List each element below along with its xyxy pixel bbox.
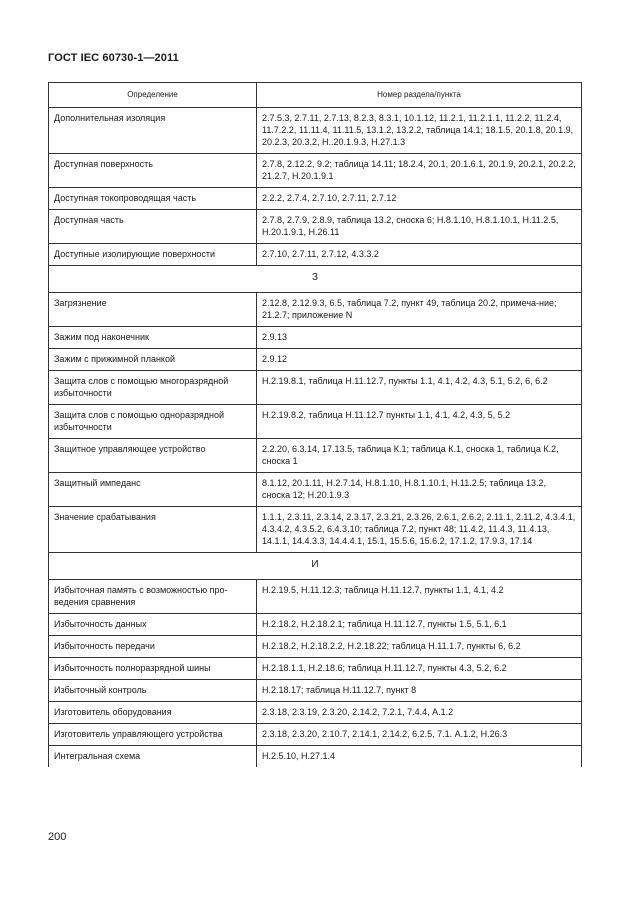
reference-cell: Н.2.18.1.1, Н.2.18.6; таблица Н.11.12.7, пункты 4.3, 5.2, 6.2 — [257, 658, 582, 680]
table-header-row — [49, 83, 582, 108]
term-cell: Загрязнение — [49, 293, 257, 327]
term-cell: Доступные изолирующие поверхности — [49, 244, 257, 266]
table-row — [49, 108, 582, 154]
table-row — [49, 349, 582, 371]
term-cell: Защитный импеданс — [49, 473, 257, 507]
reference-cell: Н.2.18.2, Н.2.18.2.1; таблица Н.11.12.7, пункты 1.5, 5.1, 6.1 — [257, 614, 582, 636]
table-row — [49, 507, 582, 553]
column-header-definition: Определение — [49, 83, 257, 108]
reference-cell: 2.9.13 — [257, 327, 582, 349]
reference-cell: 8.1.12, 20.1.11, Н.2.7.14, Н.8.1.10, Н.8.1.10.1, Н.11.2.5; таблица 13.2, сноска 12; Н.20.1.9.3 — [257, 473, 582, 507]
term-cell: Доступная поверхность — [49, 154, 257, 188]
table-row — [49, 210, 582, 244]
term-cell: Защита слов с помощью многоразрядной избыточности — [49, 371, 257, 405]
term-cell: Доступная часть — [49, 210, 257, 244]
term-cell: Избыточность полноразрядной шины — [49, 658, 257, 680]
reference-cell: 2.3.18, 2.3.20, 2.10.7, 2.14.1, 2.14.2, 6.2.5, 7.1. А.1.2, Н.26.3 — [257, 724, 582, 746]
table-row — [49, 680, 582, 702]
term-cell: Избыточность передачи — [49, 636, 257, 658]
table-row — [49, 473, 582, 507]
reference-cell: Н.2.18.17; таблица Н.11.12.7, пункт 8 — [257, 680, 582, 702]
table-row — [49, 580, 582, 614]
table-row — [49, 188, 582, 210]
term-cell: Защитное управляющее устройство — [49, 439, 257, 473]
table-row — [49, 293, 582, 327]
table-row — [49, 746, 582, 768]
term-cell: Дополнительная изоляция — [49, 108, 257, 154]
term-cell: Зажим под наконечник — [49, 327, 257, 349]
table-body — [49, 108, 582, 768]
table-row — [49, 371, 582, 405]
section-letter: З — [49, 266, 582, 293]
table-row — [49, 658, 582, 680]
reference-cell: 2.7.5.3, 2.7.11, 2.7.13, 8.2.3, 8.3.1, 10.1.12, 11.2.1, 11.2.1.1, 11.2.2, 11.2.4, 11.7.2.2, 11.11.4, 11.11.5, 13.1.2, 13.2.2, таблица 14.1; 18.1.5, 20.1.8, 20.1.9, 20.2.3, 20.3.2, Н..20.1.9.3, Н.27.1.3 — [257, 108, 582, 154]
table-row — [49, 244, 582, 266]
index-table — [48, 82, 582, 767]
section-letter: И — [49, 553, 582, 580]
term-cell: Избыточность данных — [49, 614, 257, 636]
reference-cell: 2.7.8, 2.7.9, 2.8.9, таблица 13.2, сноска 6; Н.8.1.10, Н.8.1.10.1, Н.11.2.5, Н.20.1.9.1, Н.26.11 — [257, 210, 582, 244]
reference-cell: Н.2.5.10, Н.27.1.4 — [257, 746, 582, 768]
table-row — [49, 405, 582, 439]
table-row — [49, 636, 582, 658]
term-cell: Избыточный контроль — [49, 680, 257, 702]
term-cell: Доступная токопроводящая часть — [49, 188, 257, 210]
term-cell: Значение срабатывания — [49, 507, 257, 553]
reference-cell: 2.9.12 — [257, 349, 582, 371]
column-header-section: Номер раздела/пункта — [257, 83, 582, 108]
table-row — [49, 702, 582, 724]
document-header: ГОСТ IEC 60730-1—2011 — [48, 52, 179, 64]
reference-cell: Н.2.19.5, Н.11.12.3; таблица Н.11.12.7, пункты 1.1, 4.1, 4.2 — [257, 580, 582, 614]
term-cell: Избыточная память с возможностью про-ведения сравнения — [49, 580, 257, 614]
reference-cell: 2.3.18, 2.3.19, 2.3.20, 2.14.2, 7.2.1, 7.4.4, А.1.2 — [257, 702, 582, 724]
reference-cell: Н.2.19.8.2, таблица Н.11.12.7 пункты 1.1, 4.1, 4.2, 4.3, 5, 5.2 — [257, 405, 582, 439]
term-cell: Интегральная схема — [49, 746, 257, 768]
reference-cell: 1.1.1, 2.3.11, 2.3.14, 2.3.17, 2.3.21, 2.3.26, 2.6.1, 2.6.2, 2.11.1, 2.11.2, 4.3.4.1, 4.3.4.2, 4.3.5.2, 6.4.3.10; таблица 7.2, пункт 48; 11.4.2, 11.4.3, 11.4.13, 14.1.1, 14.4.3.3, 14.4.4.1, 15.1, 15.5.6, 15.6.2, 17.1.2, 17.9.3, 17.14 — [257, 507, 582, 553]
reference-cell: 2.7.10, 2.7.11, 2.7.12, 4.3.3.2 — [257, 244, 582, 266]
section-letter-row — [49, 553, 582, 580]
table-row — [49, 439, 582, 473]
reference-cell: Н.2.19.8.1, таблица Н.11.12.7, пункты 1.1, 4.1, 4.2, 4.3, 5.1, 5.2, 6, 6.2 — [257, 371, 582, 405]
reference-cell: Н.2.18.2, Н.2.18.2.2, Н.2.18.22; таблица Н.11.1.7, пункты 6, 6.2 — [257, 636, 582, 658]
reference-cell: 2.2.2, 2.7.4, 2.7.10, 2.7.11, 2.7.12 — [257, 188, 582, 210]
page-number: 200 — [48, 831, 67, 843]
table-row — [49, 614, 582, 636]
term-cell: Защита слов с помощью одноразрядной избыточности — [49, 405, 257, 439]
table-row — [49, 154, 582, 188]
term-cell: Зажим с прижимной планкой — [49, 349, 257, 371]
section-letter-row — [49, 266, 582, 293]
table-row — [49, 327, 582, 349]
term-cell: Изготовитель оборудования — [49, 702, 257, 724]
reference-cell: 2.2.20, 6.3.14, 17.13.5, таблица К.1; таблица К.1, сноска 1, таблица К.2, сноска 1 — [257, 439, 582, 473]
reference-cell: 2.7.8, 2.12.2, 9.2; таблица 14.11; 18.2.4, 20.1, 20.1.6.1, 20.1.9, 20.2.1, 20.2.2, 21.2.7, Н.20.1.9.1 — [257, 154, 582, 188]
term-cell: Изготовитель управляющего устройства — [49, 724, 257, 746]
reference-cell: 2.12.8, 2.12.9.3, 6.5, таблица 7.2, пункт 49, таблица 20.2, примеча-ние; 21.2.7; приложение N — [257, 293, 582, 327]
table-row — [49, 724, 582, 746]
